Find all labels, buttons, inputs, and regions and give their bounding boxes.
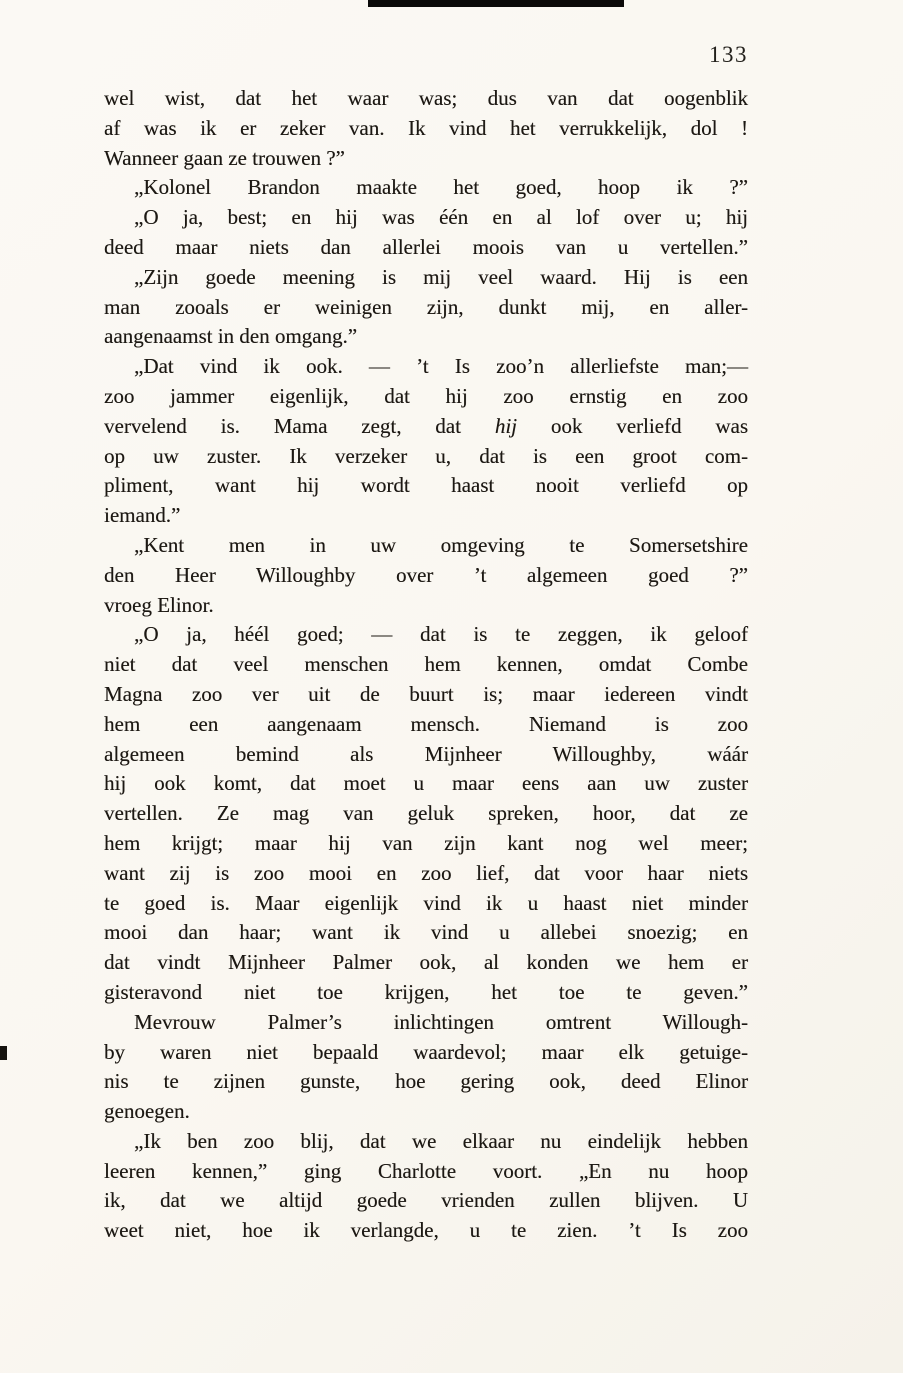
text-line: algemeen bemind als Mijnheer Willoughby, wáár bbox=[104, 741, 748, 766]
text-line: zoo jammer eigenlijk, dat hij zoo ernstig en zoo bbox=[104, 383, 748, 408]
text-line: genoegen. bbox=[104, 1099, 190, 1124]
text-line: vertellen. Ze mag van geluk spreken, hoor, dat ze bbox=[104, 801, 748, 826]
text-line: vervelend is. Mama zegt, dat hij ook verliefd was bbox=[104, 413, 748, 438]
text-line: „Ik ben zoo blij, dat we elkaar nu eindelijk hebben bbox=[134, 1128, 748, 1153]
text-line: dat vindt Mijnheer Palmer ook, al konden we hem er bbox=[104, 950, 748, 975]
text-line: nis te zijnen gunste, hoe gering ook, deed Elinor bbox=[104, 1069, 748, 1094]
text-line: leeren kennen,” ging Charlotte voort. „En nu hoop bbox=[104, 1158, 748, 1183]
text-line: hij ook komt, dat moet u maar eens aan uw zuster bbox=[104, 771, 748, 796]
text-line: op uw zuster. Ik verzeker u, dat is een groot com- bbox=[104, 443, 748, 468]
text-line: niet dat veel menschen hem kennen, omdat Combe bbox=[104, 652, 748, 677]
text-line: af was ik er zeker van. Ik vind het verrukkelijk, dol ! bbox=[104, 115, 748, 140]
text-line: gisteravond niet toe krijgen, het toe te geven.” bbox=[104, 979, 748, 1004]
page-text bbox=[104, 84, 748, 1246]
text-line: vroeg Elinor. bbox=[104, 592, 214, 617]
text-line: want zij is zoo mooi en zoo lief, dat voor haar niets bbox=[104, 860, 748, 885]
text-line: den Heer Willoughby over ’t algemeen goed ?” bbox=[104, 562, 748, 587]
text-line: deed maar niets dan allerlei moois van u vertellen.” bbox=[104, 234, 748, 259]
text-line: „O ja, best; en hij was één en al lof over u; hij bbox=[134, 205, 748, 230]
text-line: ik, dat we altijd goede vrienden zullen blijven. U bbox=[104, 1188, 748, 1213]
text-line: Wanneer gaan ze trouwen ?” bbox=[104, 145, 345, 170]
scan-artifact-left-mark bbox=[0, 1046, 7, 1060]
text-line: Mevrouw Palmer’s inlichtingen omtrent Willough- bbox=[134, 1009, 748, 1034]
text-line: „Dat vind ik ook. — ’t Is zoo’n allerliefste man;— bbox=[134, 354, 748, 379]
text-line: iemand.” bbox=[104, 503, 181, 528]
text-line: by waren niet bepaald waardevol; maar elk getuige- bbox=[104, 1039, 748, 1064]
text-line: mooi dan haar; want ik vind u allebei snoezig; en bbox=[104, 920, 748, 945]
text-line: weet niet, hoe ik verlangde, u te zien. ’t Is zoo bbox=[104, 1218, 748, 1243]
text-line: „Zijn goede meening is mij veel waard. Hij is een bbox=[134, 264, 748, 289]
text-line: hem een aangenaam mensch. Niemand is zoo bbox=[104, 711, 748, 736]
text-line: hem krijgt; maar hij van zijn kant nog wel meer; bbox=[104, 830, 748, 855]
text-line: aangenaamst in den omgang.” bbox=[104, 324, 358, 349]
page-number: 133 bbox=[709, 42, 748, 67]
text-line: wel wist, dat het waar was; dus van dat oogenblik bbox=[104, 86, 748, 110]
text-line: man zooals er weinigen zijn, dunkt mij, en aller- bbox=[104, 294, 748, 319]
text-line: pliment, want hij wordt haast nooit verliefd op bbox=[104, 473, 748, 498]
text-line: „Kolonel Brandon maakte het goed, hoop ik ?” bbox=[134, 175, 748, 200]
text-line: „Kent men in uw omgeving te Somersetshire bbox=[134, 532, 748, 557]
text-line: „O ja, héél goed; — dat is te zeggen, ik geloof bbox=[134, 622, 748, 647]
text-line: te goed is. Maar eigenlijk vind ik u haast niet minder bbox=[104, 890, 748, 915]
scan-artifact-top-bar bbox=[368, 0, 624, 7]
text-line: Magna zoo ver uit de buurt is; maar iedereen vindt bbox=[104, 681, 748, 706]
